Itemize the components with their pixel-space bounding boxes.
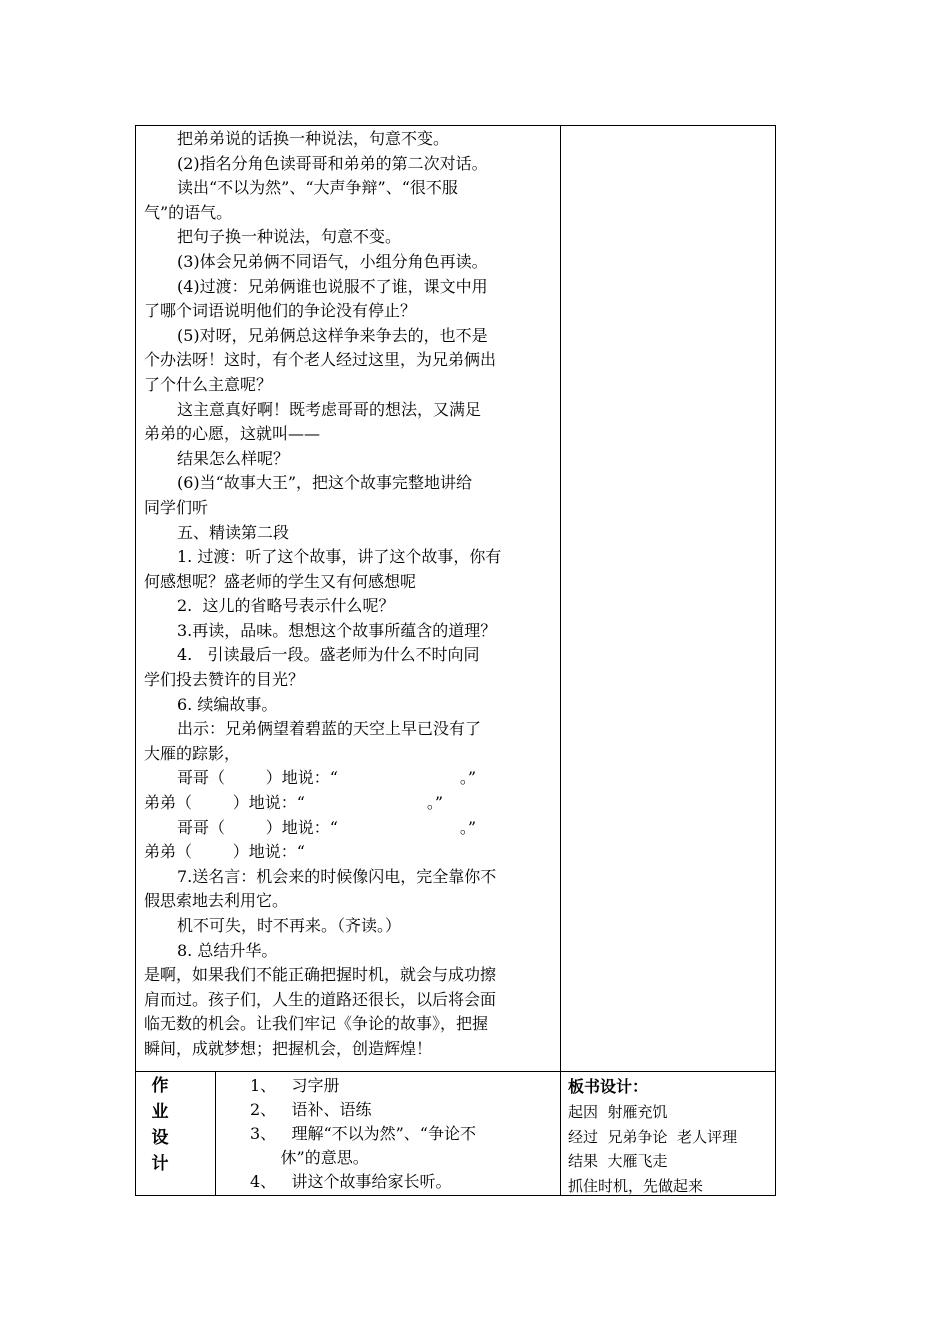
text-line: 瞬间，成就梦想；把握机会，创造辉煌！	[144, 1038, 433, 1058]
homework-label-char: 计	[151, 1154, 169, 1174]
text-line: 何感想呢？盛老师的学生又有何感想呢	[144, 571, 417, 591]
text-line: 是啊，如果我们不能正确把握时机，就会与成功擦	[144, 965, 497, 985]
text-line: 弟弟（ ）地说：“	[144, 842, 305, 862]
text-line: 4. 引读最后一段。盛老师为什么不时向同	[177, 645, 480, 665]
text-line: 临无数的机会。让我们牢记《争论的故事》，把握	[144, 1014, 489, 1034]
text-line: 1. 过渡：听了这个故事，讲了这个故事，你有	[177, 547, 502, 567]
text-line: 弟弟（ ）地说：“ 。”	[144, 793, 444, 813]
board-design-title: 板书设计：	[568, 1077, 649, 1096]
text-line: (6)当“故事大王”，把这个故事完整地讲给	[177, 473, 473, 493]
text-line: 8. 总结升华。	[177, 940, 278, 960]
homework-list	[250, 1074, 555, 1194]
text-line: 了哪个词语说明他们的争论没有停止？	[144, 301, 417, 321]
text-line: 气”的语气。	[144, 202, 233, 222]
board-design-line: 抓住时机，先做起来	[568, 1176, 704, 1195]
text-line: 假思索地去利用它。	[144, 891, 289, 911]
text-line: 哥哥（ ）地说：“ 。”	[177, 817, 477, 837]
homework-label-divider	[215, 1071, 216, 1196]
homework-label-char: 设	[151, 1128, 169, 1148]
text-line: 3.再读，品味。想想这个故事所蕴含的道理？	[177, 620, 497, 640]
board-design-line: 起因 射雁充饥	[568, 1103, 668, 1121]
text-line: 这主意真好啊！既考虑哥哥的想法，又满足	[177, 399, 482, 419]
text-line: 把弟弟说的话换一种说法，句意不变。	[177, 129, 450, 148]
homework-label	[140, 1073, 180, 1177]
text-line: 学们投去赞许的目光？	[144, 670, 305, 690]
board-design-line: 经过 兄弟争论 老人评理	[568, 1127, 738, 1146]
text-line: 了个什么主意呢？	[144, 374, 273, 394]
text-line: 7.送名言：机会来的时候像闪电，完全靠你不	[177, 866, 497, 886]
board-design-line: 结果 大雁飞走	[568, 1152, 668, 1170]
homework-item: 2、 语补、语练	[250, 1100, 372, 1119]
text-line: 2. 这儿的省略号表示什么呢？	[177, 596, 395, 616]
teaching-process-text	[144, 127, 554, 1062]
homework-item: 4、 讲这个故事给家长听。	[250, 1172, 452, 1191]
text-line: 结果怎么样呢？	[177, 448, 290, 468]
homework-label-char: 作	[151, 1076, 169, 1096]
text-line: 个办法呀！这时，有个老人经过这里，为兄弟俩出	[144, 350, 497, 370]
text-line: 大雁的踪影，	[144, 743, 241, 763]
text-line: 哥哥（ ）地说：“ 。”	[177, 768, 477, 788]
text-line: 读出“不以为然”、“大声争辩”、“很不服	[177, 178, 458, 198]
text-line: 弟弟的心愿，这就叫——	[144, 424, 321, 444]
homework-item: 3、 理解“不以为然”、“争论不	[250, 1124, 476, 1143]
text-line: 把句子换一种说法，句意不变。	[177, 227, 402, 247]
text-line: (3)体会兄弟俩不同语气，小组分角色再读。	[177, 251, 488, 271]
board-design	[568, 1074, 774, 1198]
text-line: 同学们听	[144, 497, 209, 517]
text-line: 肩而过。孩子们，人生的道路还很长，以后将会面	[144, 989, 497, 1009]
section-heading: 五、精读第二段	[177, 522, 290, 542]
homework-label-char: 业	[151, 1102, 169, 1122]
text-line: (5)对呀，兄弟俩总这样争来争去的，也不是	[177, 325, 488, 345]
homework-item: 休”的意思。	[250, 1148, 369, 1167]
text-line: 6. 续编故事。	[177, 694, 278, 714]
text-line: (4)过渡：兄弟俩谁也说服不了谁，课文中用	[177, 276, 488, 296]
text-line: (2)指名分角色读哥哥和弟弟的第二次对话。	[177, 153, 488, 173]
homework-item: 1、 习字册	[250, 1076, 340, 1095]
table-column-divider	[560, 125, 561, 1196]
table-row-divider	[135, 1071, 776, 1072]
text-line: 出示：兄弟俩望着碧蓝的天空上早已没有了	[177, 719, 482, 739]
text-line: 机不可失，时不再来。（齐读。）	[177, 916, 402, 935]
